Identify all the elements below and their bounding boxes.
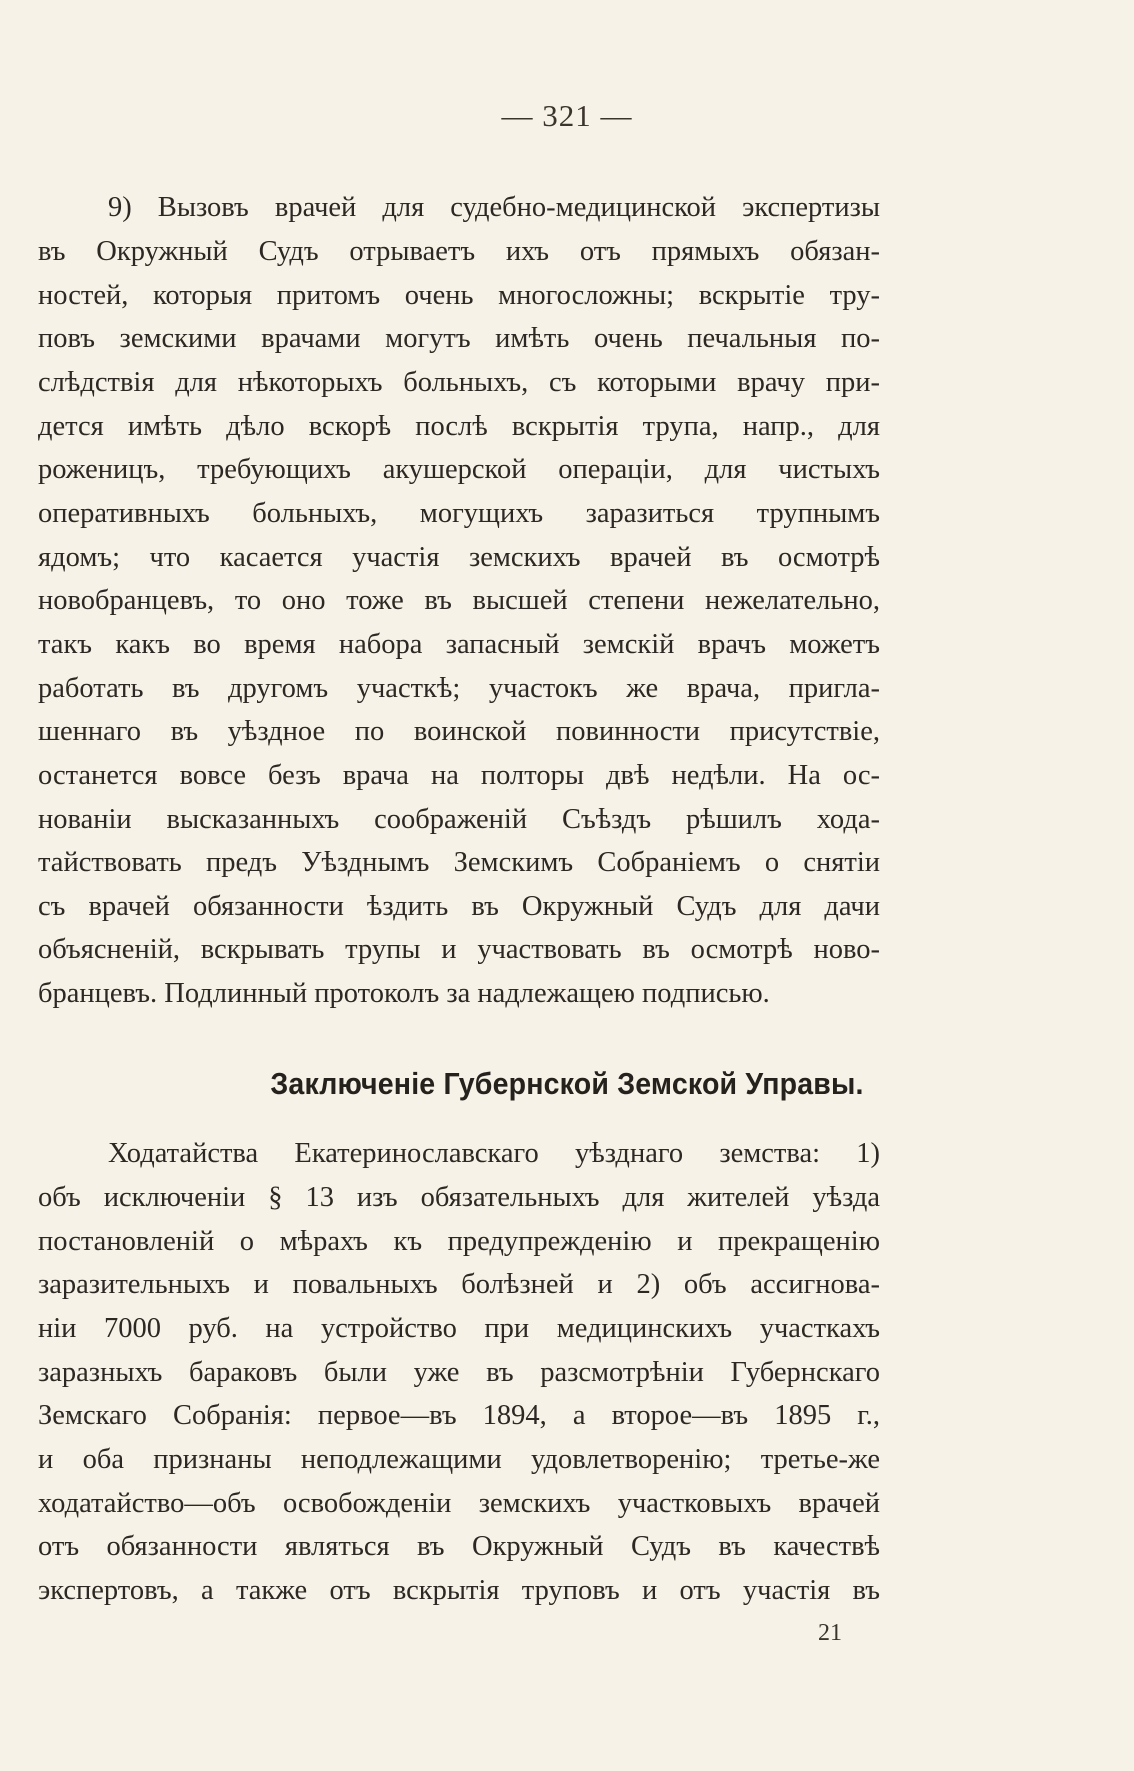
text-line: ядомъ; что касается участія земскихъ врачей въ осмотрѣ xyxy=(38,542,880,573)
text-line: постановленій о мѣрахъ къ предупрежденію и прекращенію xyxy=(38,1226,880,1257)
text-line: съ врачей обязанности ѣздить въ Окружный Судъ для дачи xyxy=(38,891,880,922)
text-line: и оба признаны неподлежащими удовлетворенію; третье-же xyxy=(38,1444,880,1475)
text-line: шеннаго въ уѣздное по воинской повинности присутствіе, xyxy=(38,716,880,747)
text-line: новобранцевъ, то оно тоже въ высшей степени нежелательно, xyxy=(38,585,880,616)
text-line: заразныхъ бараковъ были уже въ разсмотрѣніи Губернскаго xyxy=(38,1357,880,1388)
page-number: — 321 — xyxy=(501,98,633,133)
text-line: дется имѣть дѣло вскорѣ послѣ вскрытія трупа, напр., для xyxy=(38,411,880,442)
text-line: Земскаго Собранія: первое—въ 1894, а второе—въ 1895 г., xyxy=(38,1400,880,1431)
text-line: бранцевъ. Подлинный протоколъ за надлежащею подписью. xyxy=(38,978,770,1009)
text-line: Ходатайства Екатеринославскаго уѣзднаго земства: 1) xyxy=(108,1138,880,1169)
text-line: работать въ другомъ участкѣ; участокъ же врача, пригла- xyxy=(38,673,880,704)
text-line: заразительныхъ и повальныхъ болѣзней и 2) объ ассигнова- xyxy=(38,1269,880,1300)
text-line: нованіи высказанныхъ соображеній Съѣздъ рѣшилъ хода- xyxy=(38,804,880,835)
text-line: тайствовать предъ Уѣзднымъ Земскимъ Собраніемъ о снятіи xyxy=(38,847,880,878)
text-line: ходатайство—объ освобожденіи земскихъ участковыхъ врачей xyxy=(38,1488,880,1519)
text-line: объ исключеніи § 13 изъ обязательныхъ для жителей уѣзда xyxy=(38,1182,880,1213)
text-line: повъ земскими врачами могутъ имѣть очень печальныя по- xyxy=(38,323,880,354)
text-line: оперативныхъ больныхъ, могущихъ заразиться трупнымъ xyxy=(38,498,880,529)
text-line: 9) Вызовъ врачей для судебно-медицинской экспертизы xyxy=(108,192,880,223)
text-line: объясненій, вскрывать трупы и участвовать въ осмотрѣ ново- xyxy=(38,934,880,965)
text-line: отъ обязанности являться въ Окружный Судъ въ качествѣ xyxy=(38,1531,880,1562)
text-line: ніи 7000 руб. на устройство при медицинскихъ участкахъ xyxy=(38,1313,880,1344)
section-heading: Заключеніе Губернской Земской Управы. xyxy=(270,1066,864,1101)
text-line: слѣдствія для нѣкоторыхъ больныхъ, съ которыми врачу при- xyxy=(38,367,880,398)
text-line: такъ какъ во время набора запасный земскій врачъ можетъ xyxy=(38,629,880,660)
text-line: въ Окружный Судъ отрываетъ ихъ отъ прямыхъ обязан- xyxy=(38,236,880,267)
text-line: экспертовъ, а также отъ вскрытія труповъ и отъ участія въ xyxy=(38,1575,880,1606)
signature-mark: 21 xyxy=(818,1620,842,1646)
text-line: роженицъ, требующихъ акушерской операціи, для чистыхъ xyxy=(38,454,880,485)
text-line: ностей, которыя притомъ очень многосложны; вскрытіе тру- xyxy=(38,280,880,311)
text-line: останется вовсе безъ врача на полторы двѣ недѣли. На ос- xyxy=(38,760,880,791)
